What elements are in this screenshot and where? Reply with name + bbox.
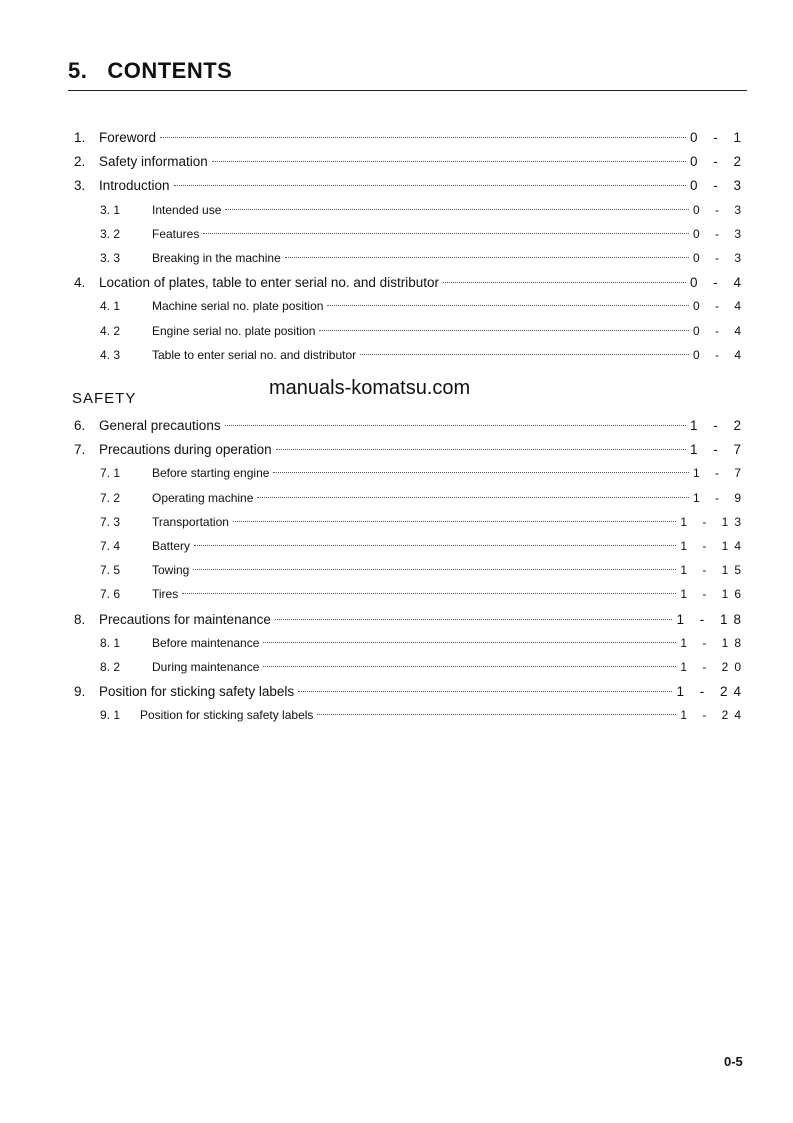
toc-entry-number: 8. 2 [100,660,121,674]
toc-entry-page: 1 - 20 [680,660,747,674]
toc-entry-number: 8. 1 [100,635,121,650]
toc-entry-page: 1 - 18 [676,611,747,627]
toc-entry-number: 8. [74,611,86,627]
toc-entry-title: Tires [152,587,179,602]
toc-entry-number: 4. [74,275,86,291]
toc-entry-page: 1 - 16 [680,587,747,602]
watermark-text: manuals-komatsu.com [269,377,471,399]
toc-entry-page: 0 - 3 [692,202,747,217]
toc-entry[interactable] [100,324,747,344]
toc-entry-leader-dots [263,666,676,667]
toc-entry-page: 1 - 14 [680,539,747,553]
toc-entry-number: 6. [74,418,86,433]
toc-entry[interactable] [100,563,747,583]
toc-entry-page: 1 - 15 [680,563,747,578]
toc-entry[interactable] [100,299,747,319]
toc-entry-number: 3. 2 [100,226,121,241]
toc-entry[interactable] [74,275,747,295]
toc-entry[interactable] [100,227,747,247]
toc-entry-leader-dots [275,619,673,620]
toc-entry-page: 0 - 3 [692,226,747,241]
toc-entry-leader-dots [298,691,672,692]
toc-entry[interactable] [100,203,747,223]
toc-entry-page: 0 - 4 [689,275,747,291]
toc-entry-leader-dots [257,497,689,498]
page-title-text: CONTENTS [107,58,233,83]
toc-entry-leader-dots [174,185,686,186]
toc-entry-title: Introduction [99,178,170,194]
toc-entry-number: 3. 3 [100,251,121,265]
toc-entry-page: 1 - 24 [680,708,747,723]
toc-entry-title: Transportation [152,514,229,529]
toc-entry-page: 0 - 3 [689,178,747,194]
toc-entry-leader-dots [225,425,686,426]
toc-entry-title: Towing [152,563,190,578]
toc-entry[interactable] [74,154,747,174]
toc-entry-leader-dots [193,569,676,570]
toc-entry-number: 4. 3 [100,347,121,362]
toc-entry-page: 0 - 4 [692,299,747,314]
toc-entry[interactable] [100,466,747,486]
toc-entry-title: General precautions [99,418,221,433]
toc-entry-title: Location of plates, table to enter serial no. and distributor [99,275,439,291]
toc-entry-number: 3. [74,178,86,194]
toc-entry-number: 7. 1 [100,466,121,481]
toc-entry-page: 1 - 24 [676,684,747,700]
toc-entry-leader-dots [160,137,686,138]
toc-entry-title: Features [152,226,200,241]
toc-entry-number: 7. 4 [100,539,121,553]
toc-entry-title: Safety information [99,154,208,170]
toc-entry-leader-dots [194,545,676,546]
toc-entry-page: 1 - 9 [692,490,747,505]
toc-entry-leader-dots [203,233,689,234]
toc-entry-page: 1 - 13 [680,514,747,529]
toc-entry-title: Precautions during operation [99,442,272,458]
toc-entry-leader-dots [182,593,676,594]
toc-entry-title: Machine serial no. plate position [152,299,324,314]
toc-entry-number: 9. 1 [100,708,121,723]
toc-entry-title: Before starting engine [152,466,270,481]
toc-entry-page: 1 - 2 [689,418,747,433]
toc-entry-leader-dots [276,449,686,450]
toc-entry-number: 7. [74,442,86,458]
toc-entry-number: 7. 2 [100,490,121,505]
toc-entry-title: Foreword [99,130,157,145]
toc-entry-page: 0 - 3 [692,251,747,265]
toc-entry-title: Engine serial no. plate position [152,323,316,338]
toc-entry-page: 1 - 18 [680,635,747,650]
toc-entry[interactable] [100,587,747,607]
toc-entry[interactable] [100,660,747,680]
page-title-number: 5. [68,58,88,83]
toc-entry-title: Battery [152,539,191,553]
toc-entry-leader-dots [263,642,676,643]
toc-entry-title: Position for sticking safety labels [99,684,295,700]
toc-entry-number: 9. [74,684,86,700]
toc-entry-leader-dots [317,714,676,715]
toc-entry[interactable] [74,612,747,632]
toc-entry[interactable] [74,442,747,462]
toc-entry-page: 1 - 7 [689,442,747,458]
toc-entry-title: Precautions for maintenance [99,611,271,627]
toc-entry[interactable] [100,539,747,559]
toc-entry-number: 4. 1 [100,299,121,314]
toc-entry[interactable] [100,708,747,728]
toc-entry-leader-dots [327,305,689,306]
toc-entry[interactable] [74,418,747,438]
toc-entry-title: Intended use [152,202,222,217]
toc-entry[interactable] [74,178,747,198]
toc-entry-leader-dots [273,472,689,473]
toc-entry[interactable] [100,636,747,656]
toc-entry-number: 1. [74,130,86,145]
toc-entry-title: Position for sticking safety labels [140,708,314,723]
toc-entry-number: 2. [74,154,86,170]
toc-entry-leader-dots [319,330,689,331]
toc-entry-leader-dots [285,257,689,258]
toc-entry[interactable] [100,515,747,535]
toc-entry-number: 4. 2 [100,323,121,338]
toc-entry-number: 7. 3 [100,514,121,529]
toc-entry[interactable] [100,251,747,271]
toc-entry-title: Table to enter serial no. and distributor [152,347,357,362]
toc-entry[interactable] [74,684,747,704]
toc-entry-page: 0 - 4 [692,347,747,362]
toc-entry-leader-dots [443,282,686,283]
footer-page-number: 0-5 [724,1054,743,1069]
toc-entry-page: 1 - 7 [692,466,747,481]
toc-entry-page: 0 - 4 [692,323,747,338]
toc-entry-title: During maintenance [152,660,260,674]
toc-entry[interactable] [100,491,747,511]
section-label-safety: SAFETY [72,390,137,407]
toc-entry-page: 0 - 2 [689,154,747,170]
toc-entry-number: 7. 6 [100,587,121,602]
toc-entry-title: Breaking in the machine [152,251,281,265]
toc-entry-page: 0 - 1 [689,130,747,145]
toc-entry-title: Before maintenance [152,635,260,650]
toc-entry-leader-dots [233,521,676,522]
toc-entry-leader-dots [360,354,689,355]
toc-entry-leader-dots [212,161,686,162]
toc-entry-title: Operating machine [152,490,254,505]
toc-entry-number: 7. 5 [100,563,121,578]
toc-entry-number: 3. 1 [100,202,121,217]
toc-entry-leader-dots [225,209,689,210]
toc-entry[interactable] [74,130,747,150]
toc-entry[interactable] [100,348,747,368]
